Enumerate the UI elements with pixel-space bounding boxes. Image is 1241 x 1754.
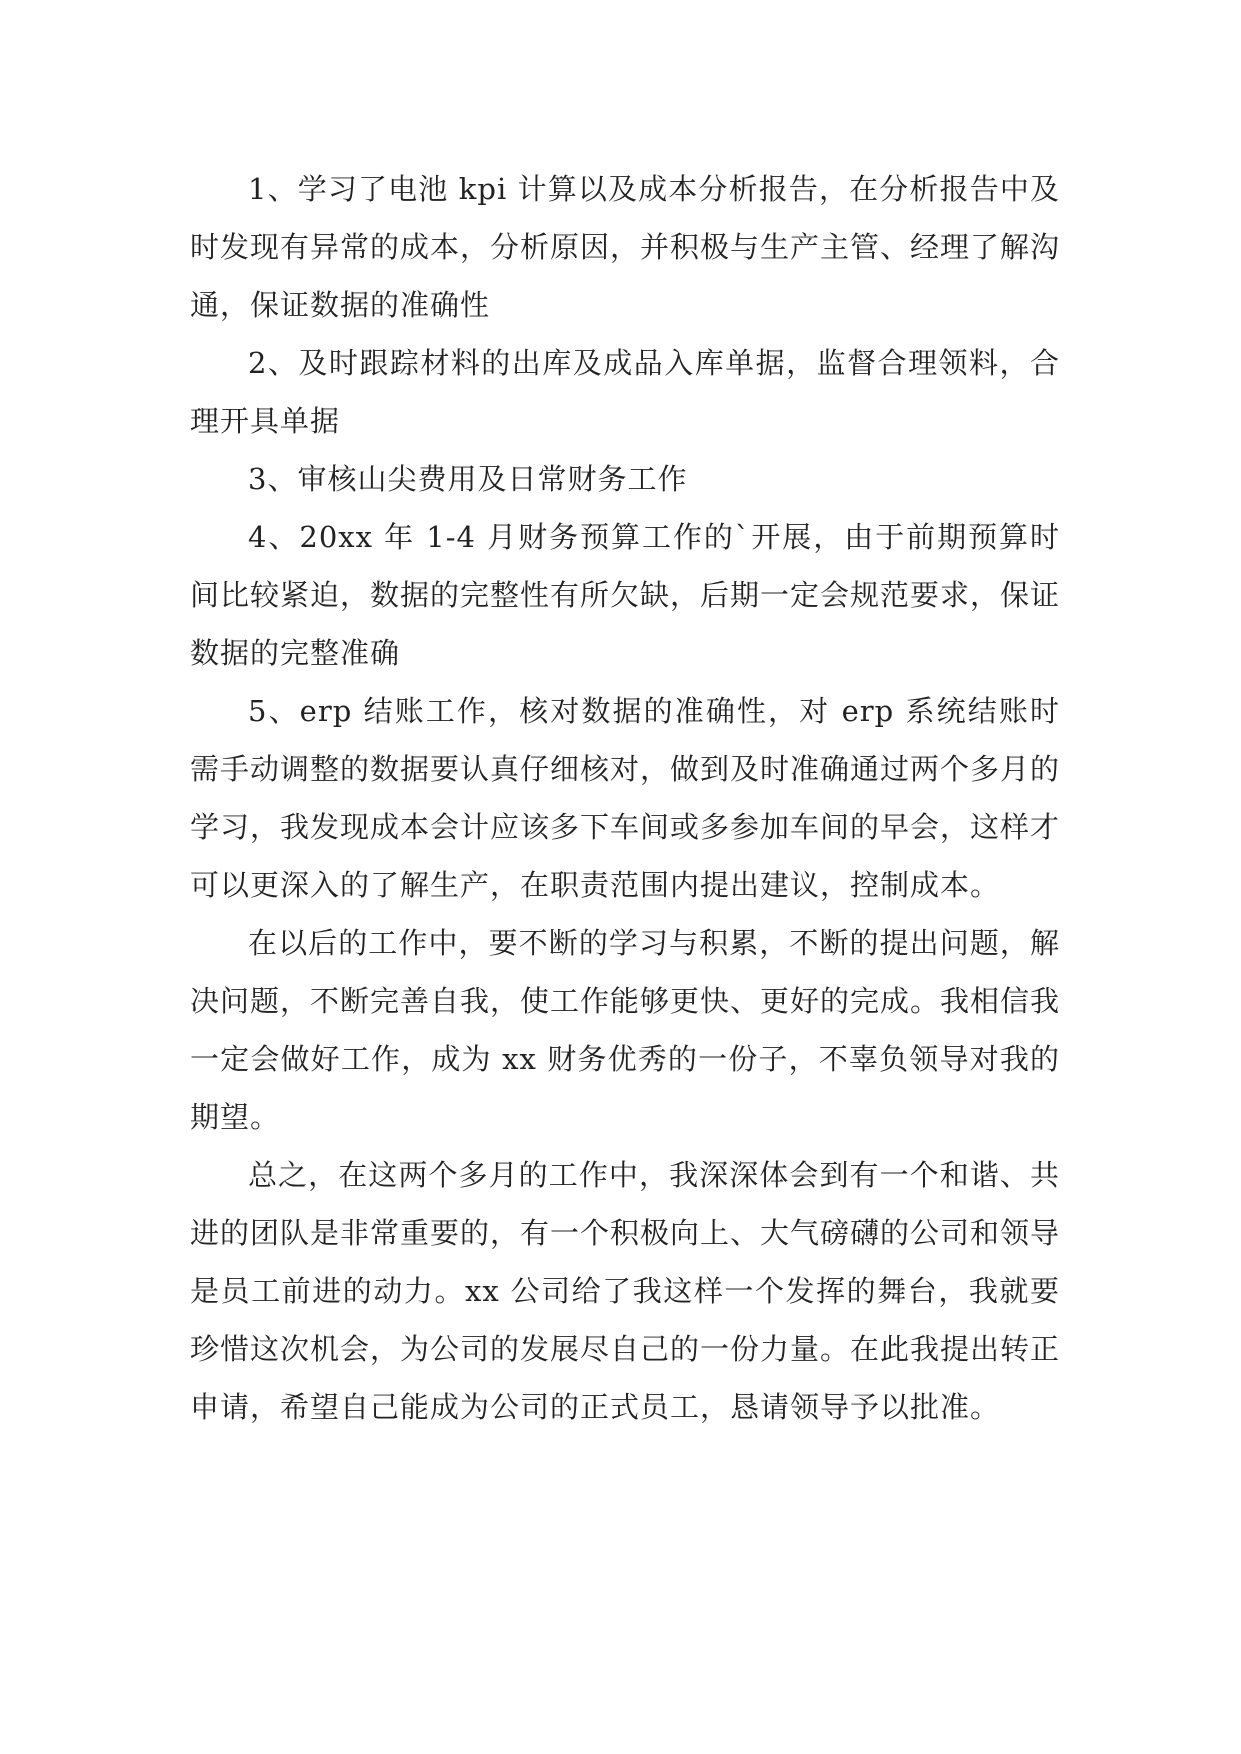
document-body xyxy=(190,160,1060,1436)
paragraph-item-4: 4、20xx 年 1-4 月财务预算工作的`开展，由于前期预算时间比较紧迫，数据的完整性有所欠缺，后期一定会规范要求，保证数据的完整准确 xyxy=(190,520,1061,670)
paragraph-future-work: 在以后的工作中，要不断的学习与积累，不断的提出问题，解决问题，不断完善自我，使工作能够更快、更好的完成。我相信我一定会做好工作，成为 xx 财务优秀的一份子，不辜负领导对我的期望。 xyxy=(190,926,1061,1134)
paragraph-item-2: 2、及时跟踪材料的出库及成品入库单据，监督合理领料，合理开具单据 xyxy=(190,346,1060,438)
paragraph-item-1: 1、学习了电池 kpi 计算以及成本分析报告，在分析报告中及时发现有异常的成本，分析原因，并积极与生产主管、经理了解沟通，保证数据的准确性 xyxy=(190,172,1061,322)
paragraph-item-3: 3、审核山尖费用及日常财务工作 xyxy=(248,462,688,496)
paragraph-conclusion: 总之，在这两个多月的工作中，我深深体会到有一个和谐、共进的团队是非常重要的，有一个积极向上、大气磅礴的公司和领导是员工前进的动力。xx 公司给了我这样一个发挥的舞台，我就要珍惜这次机会，为公司的发展尽自己的一份力量。在此我提出转正申请，希望自己能成为公司的正式员工，恳请领导予以批准。 xyxy=(190,1158,1061,1424)
paragraph-item-5: 5、erp 结账工作，核对数据的准确性，对 erp 系统结账时需手动调整的数据要认真仔细核对，做到及时准确通过两个多月的学习，我发现成本会计应该多下车间或多参加车间的早会，这样才可以更深入的了解生产，在职责范围内提出建议，控制成本。 xyxy=(190,694,1061,902)
